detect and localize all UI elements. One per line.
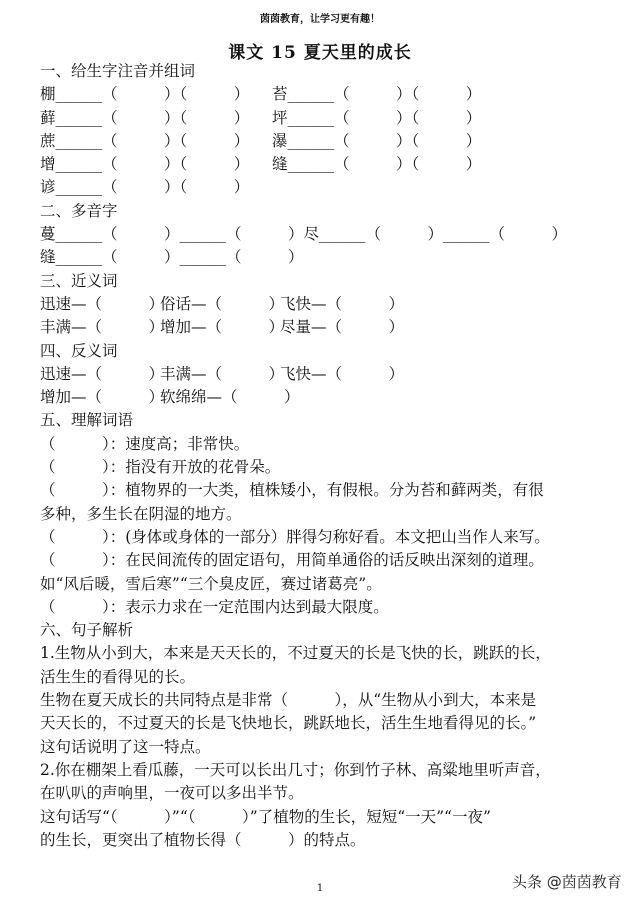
- section-heading-antonyms: 四、反义词: [40, 341, 118, 360]
- synonym-item: 丰满—（ ）: [40, 318, 165, 337]
- sentence-line: 这句话说明了这一特点。: [40, 737, 211, 756]
- pinyin-row: [40, 107, 610, 130]
- synonym-item: 迅速—（ ）: [40, 294, 165, 313]
- vocab-line: （ ）：指没有开放的花骨朵。: [40, 458, 281, 477]
- sentence-line: 天天长的，不过夏天的长是飞快地长，跳跃地长，活生生地看得见的长。”: [40, 714, 537, 733]
- sentence-line: 活生生的看得见的长。: [40, 667, 196, 686]
- synonym-item: 飞快—（ ）: [280, 294, 405, 313]
- section-heading-vocabulary: 五、理解词语: [40, 411, 134, 430]
- synonym-item: 尽量—（ ）: [280, 318, 405, 337]
- pinyin-item: 瀑______（ ）（ ）: [272, 131, 482, 150]
- section-heading-sentences: 六、句子解析: [40, 621, 134, 640]
- synonym-item: 增加—（ ）: [160, 318, 285, 337]
- pinyin-item: 蔗______（ ）（ ）: [40, 131, 250, 150]
- pinyin-row: [40, 130, 610, 153]
- pinyin-item: 棚______（ ）（ ）: [40, 85, 250, 104]
- synonym-row: [40, 293, 610, 316]
- vocab-line: 如“风后暖，雪后寒”“三个臭皮匠，赛过诸葛亮”。: [40, 574, 382, 593]
- polyphone-row: 蔓______（ ）______（ ）尽______（ ）______（ ）: [40, 225, 568, 244]
- polyphone-row: 缝______（ ）______（ ）: [40, 248, 304, 267]
- antonym-item: 丰满—（ ）: [160, 364, 285, 383]
- sentence-line: 1.生物从小到大，本来是天天长的，不过夏天的长是飞快的长，跳跃的长，: [40, 644, 551, 663]
- sentence-line: 在叭叭的声响里，一夜可以多出半节。: [40, 784, 304, 803]
- antonym-item: 飞快—（ ）: [280, 364, 405, 383]
- pinyin-item: 谚______（ ）（ ）: [40, 178, 250, 197]
- pinyin-item: 苔______（ ）（ ）: [272, 85, 482, 104]
- antonym-item: 软绵绵—（ ）: [160, 388, 300, 407]
- watermark: 头条 @茵茵教育: [512, 873, 622, 891]
- header-slogan: 茵茵教育，让学习更有趣！: [260, 14, 380, 25]
- vocab-line: （ ）：在民间流传的固定语句，用简单通俗的话反映出深刻的道理。: [40, 551, 544, 570]
- pinyin-row: [40, 83, 610, 106]
- vocab-line: （ ）：(身体或身体的一部分）胖得匀称好看。本文把山当作人来写。: [40, 527, 550, 546]
- synonym-row: [40, 316, 610, 339]
- antonym-row: [40, 386, 610, 409]
- section-heading-pinyin: 一、给生字注音并组词: [40, 62, 196, 80]
- page-number: 1: [316, 883, 324, 894]
- pinyin-item: 坪______（ ）（ ）: [272, 108, 482, 127]
- pinyin-item: 增______（ ）（ ）: [40, 155, 250, 174]
- section-heading-polyphone: 二、多音字: [40, 201, 118, 220]
- vocab-line: （ ）：表示力求在一定范围内达到最大限度。: [40, 597, 389, 616]
- sentence-line: 这句话写“（ ）”“（ ）”了植物的生长，短短“一天”“一夜”: [40, 807, 491, 826]
- sentence-line: 2.你在棚架上看瓜藤，一天可以长出几寸；你到竹子林、高粱地里听声音，: [40, 760, 551, 779]
- pinyin-row: [40, 176, 610, 199]
- worksheet-body: [40, 60, 610, 852]
- pinyin-row: [40, 153, 610, 176]
- vocab-line: （ ）：植物界的一大类，植株矮小，有假根。分为苔和藓两类，有很: [40, 481, 544, 500]
- sentence-line: 生物在夏天成长的共同特点是非常（ ），从“生物从小到大，本来是: [40, 691, 537, 710]
- antonym-item: 增加—（ ）: [40, 388, 165, 407]
- antonym-item: 迅速—（ ）: [40, 364, 165, 383]
- page-title: 课文 15 夏天里的成长: [228, 43, 412, 63]
- section-heading-synonyms: 三、近义词: [40, 271, 118, 290]
- sentence-line: 的生长，更突出了植物长得（ ）的特点。: [40, 830, 366, 849]
- pinyin-item: 缝______（ ）（ ）: [272, 155, 482, 174]
- vocab-line: 多种，多生长在阴湿的地方。: [40, 504, 242, 523]
- pinyin-item: 藓______（ ）（ ）: [40, 108, 250, 127]
- vocab-line: （ ）：速度高；非常快。: [40, 434, 250, 453]
- antonym-row: [40, 363, 610, 386]
- synonym-item: 俗话—（ ）: [160, 294, 285, 313]
